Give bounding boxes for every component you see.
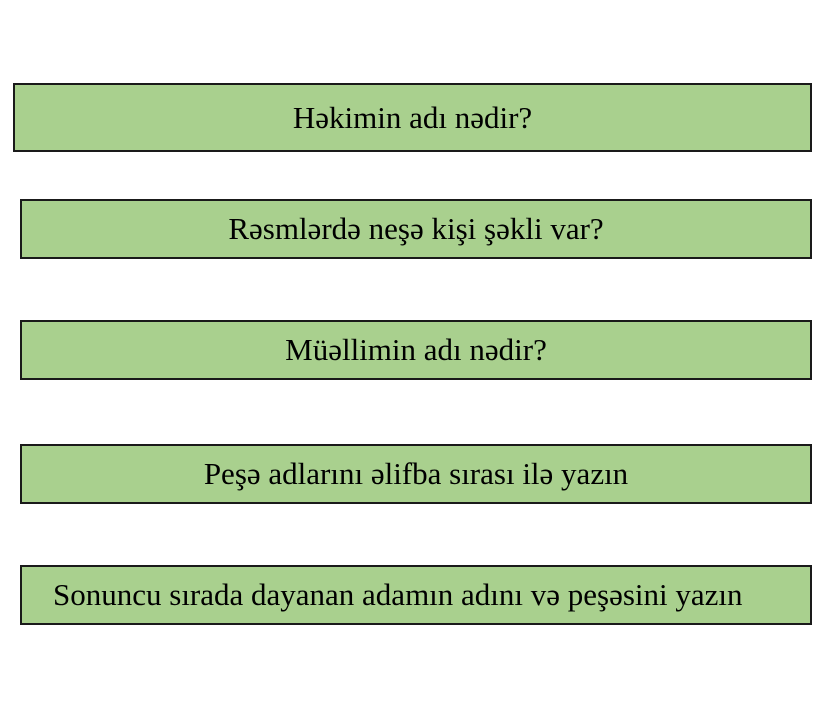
question-box-3 (20, 320, 812, 380)
question-box-4 (20, 444, 812, 504)
question-text-3: Müəllimin adı nədir? (285, 332, 547, 367)
question-text-4: Peşə adlarını əlifba sırası ilə yazın (203, 456, 629, 491)
question-box-5 (20, 565, 812, 625)
question-text-5: Sonuncu sırada dayanan adamın adını və peşəsini yazın (53, 577, 743, 612)
question-text-2: Rəsmlərdə neşə kişi şəkli var? (228, 211, 604, 246)
question-text-1: Həkimin adı nədir? (292, 99, 533, 135)
question-box-2 (20, 199, 812, 259)
question-box-1 (13, 83, 812, 152)
